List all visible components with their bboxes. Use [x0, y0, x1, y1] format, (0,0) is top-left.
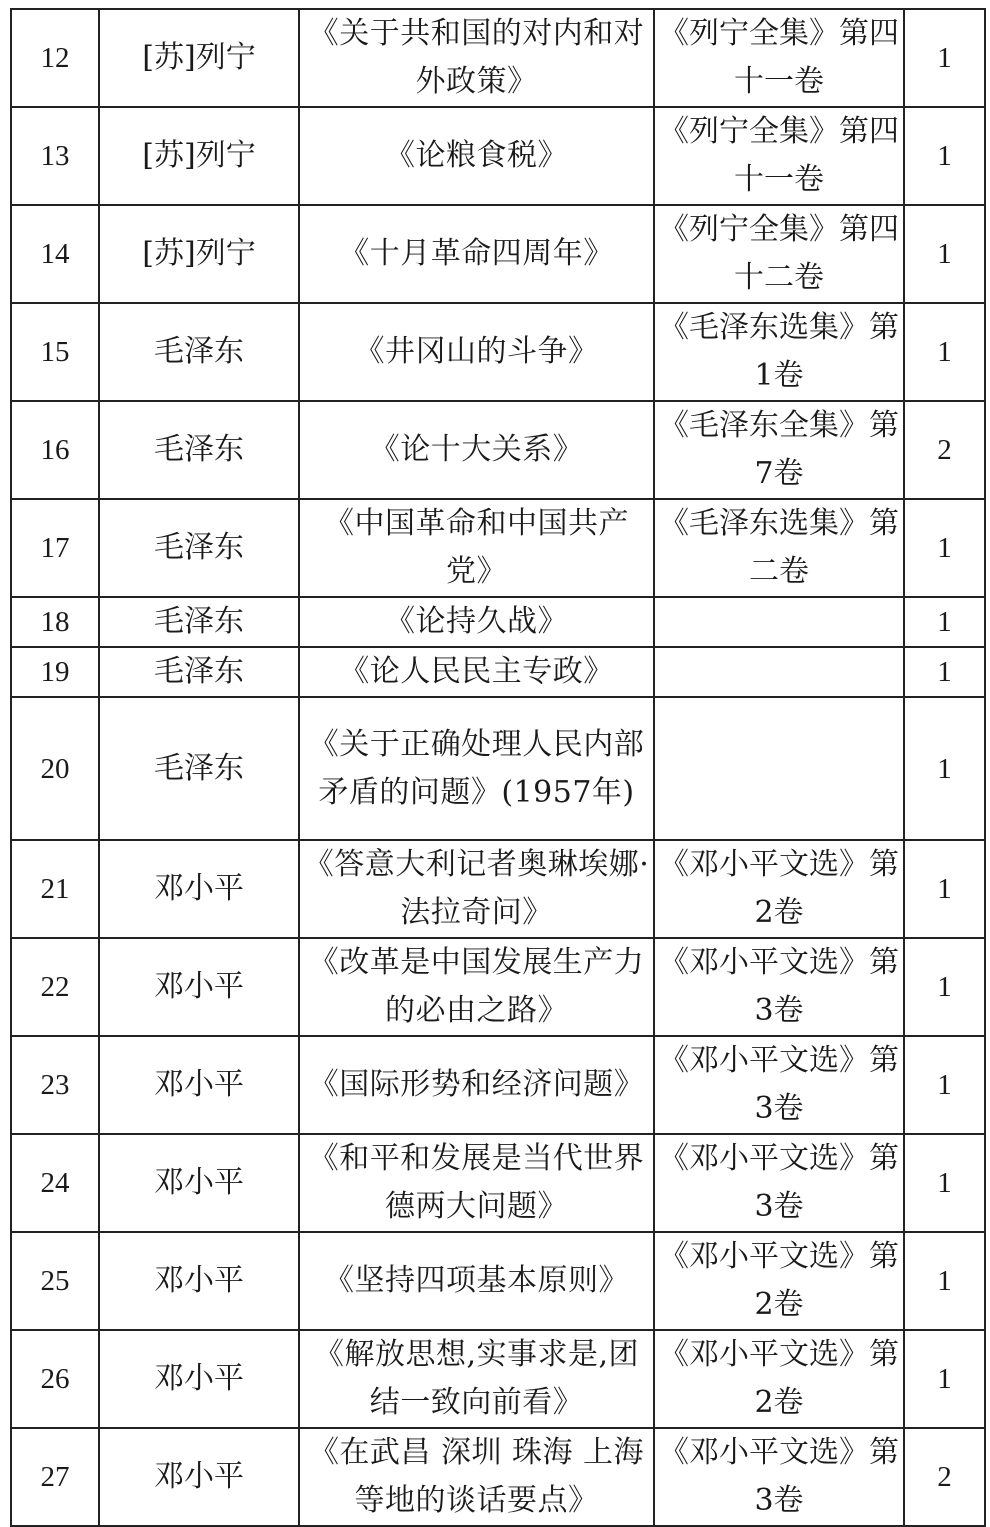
table-row	[11, 1036, 985, 1134]
source-cell: 《邓小平文选》第2卷	[654, 1330, 904, 1428]
author-cell: 邓小平	[99, 840, 299, 938]
table-row	[11, 1330, 985, 1428]
author-cell: 毛泽东	[99, 401, 299, 499]
title-cell: 《关于共和国的对内和对外政策》	[299, 9, 654, 107]
title-cell: 《国际形势和经济问题》	[299, 1036, 654, 1134]
source-cell: 《列宁全集》第四十一卷	[654, 107, 904, 205]
count-cell: 1	[904, 9, 985, 107]
count-cell: 1	[904, 697, 985, 840]
count-cell: 1	[904, 107, 985, 205]
source-cell: 《邓小平文选》第3卷	[654, 1036, 904, 1134]
row-number: 26	[11, 1330, 99, 1428]
table-row	[11, 401, 985, 499]
count-cell: 1	[904, 840, 985, 938]
count-cell: 1	[904, 647, 985, 697]
title-cell: 《论粮食税》	[299, 107, 654, 205]
table-row	[11, 107, 985, 205]
source-cell: 《邓小平文选》第2卷	[654, 840, 904, 938]
count-cell: 1	[904, 1232, 985, 1330]
source-cell	[654, 647, 904, 697]
row-number: 19	[11, 647, 99, 697]
count-cell: 1	[904, 499, 985, 597]
row-number: 25	[11, 1232, 99, 1330]
row-number: 23	[11, 1036, 99, 1134]
count-cell: 2	[904, 401, 985, 499]
author-cell: 毛泽东	[99, 499, 299, 597]
count-cell: 1	[904, 205, 985, 303]
source-cell: 《邓小平文选》第3卷	[654, 938, 904, 1036]
source-cell: 《列宁全集》第四十二卷	[654, 205, 904, 303]
row-number: 15	[11, 303, 99, 401]
table-row	[11, 1428, 985, 1526]
reference-table	[10, 8, 986, 1527]
row-number: 16	[11, 401, 99, 499]
title-cell: 《论十大关系》	[299, 401, 654, 499]
author-cell: 毛泽东	[99, 597, 299, 647]
table-row	[11, 597, 985, 647]
row-number: 14	[11, 205, 99, 303]
row-number: 27	[11, 1428, 99, 1526]
row-number: 17	[11, 499, 99, 597]
table-row	[11, 205, 985, 303]
reference-table-page	[10, 8, 984, 1527]
count-cell: 1	[904, 597, 985, 647]
table-row	[11, 840, 985, 938]
source-cell: 《邓小平文选》第2卷	[654, 1232, 904, 1330]
row-number: 24	[11, 1134, 99, 1232]
table-row	[11, 499, 985, 597]
table-row	[11, 303, 985, 401]
count-cell: 2	[904, 1428, 985, 1526]
title-cell: 《十月革命四周年》	[299, 205, 654, 303]
author-cell: 邓小平	[99, 1428, 299, 1526]
table-row	[11, 1134, 985, 1232]
table-row	[11, 647, 985, 697]
author-cell: [苏]列宁	[99, 9, 299, 107]
count-cell: 1	[904, 938, 985, 1036]
author-cell: 毛泽东	[99, 697, 299, 840]
source-cell	[654, 697, 904, 840]
table-row	[11, 9, 985, 107]
title-cell: 《坚持四项基本原则》	[299, 1232, 654, 1330]
row-number: 20	[11, 697, 99, 840]
count-cell: 1	[904, 1036, 985, 1134]
source-cell	[654, 597, 904, 647]
title-cell: 《在武昌 深圳 珠海 上海等地的谈话要点》	[299, 1428, 654, 1526]
row-number: 21	[11, 840, 99, 938]
table-row	[11, 697, 985, 840]
row-number: 18	[11, 597, 99, 647]
author-cell: 邓小平	[99, 938, 299, 1036]
row-number: 13	[11, 107, 99, 205]
source-cell: 《毛泽东选集》第1卷	[654, 303, 904, 401]
author-cell: 邓小平	[99, 1036, 299, 1134]
author-cell: [苏]列宁	[99, 205, 299, 303]
title-cell: 《解放思想,实事求是,团结一致向前看》	[299, 1330, 654, 1428]
title-cell: 《井冈山的斗争》	[299, 303, 654, 401]
title-cell: 《中国革命和中国共产党》	[299, 499, 654, 597]
row-number: 12	[11, 9, 99, 107]
table-row	[11, 938, 985, 1036]
title-cell: 《改革是中国发展生产力的必由之路》	[299, 938, 654, 1036]
source-cell: 《毛泽东选集》第二卷	[654, 499, 904, 597]
title-cell: 《关于正确处理人民内部矛盾的问题》(1957年)	[299, 697, 654, 840]
table-row	[11, 1232, 985, 1330]
title-cell: 《答意大利记者奥琳埃娜·法拉奇问》	[299, 840, 654, 938]
source-cell: 《列宁全集》第四十一卷	[654, 9, 904, 107]
source-cell: 《邓小平文选》第3卷	[654, 1428, 904, 1526]
author-cell: 毛泽东	[99, 303, 299, 401]
author-cell: 邓小平	[99, 1330, 299, 1428]
count-cell: 1	[904, 1134, 985, 1232]
author-cell: [苏]列宁	[99, 107, 299, 205]
source-cell: 《毛泽东全集》第7卷	[654, 401, 904, 499]
row-number: 22	[11, 938, 99, 1036]
source-cell: 《邓小平文选》第3卷	[654, 1134, 904, 1232]
title-cell: 《论持久战》	[299, 597, 654, 647]
count-cell: 1	[904, 1330, 985, 1428]
count-cell: 1	[904, 303, 985, 401]
author-cell: 邓小平	[99, 1134, 299, 1232]
title-cell: 《和平和发展是当代世界德两大问题》	[299, 1134, 654, 1232]
title-cell: 《论人民民主专政》	[299, 647, 654, 697]
author-cell: 毛泽东	[99, 647, 299, 697]
author-cell: 邓小平	[99, 1232, 299, 1330]
